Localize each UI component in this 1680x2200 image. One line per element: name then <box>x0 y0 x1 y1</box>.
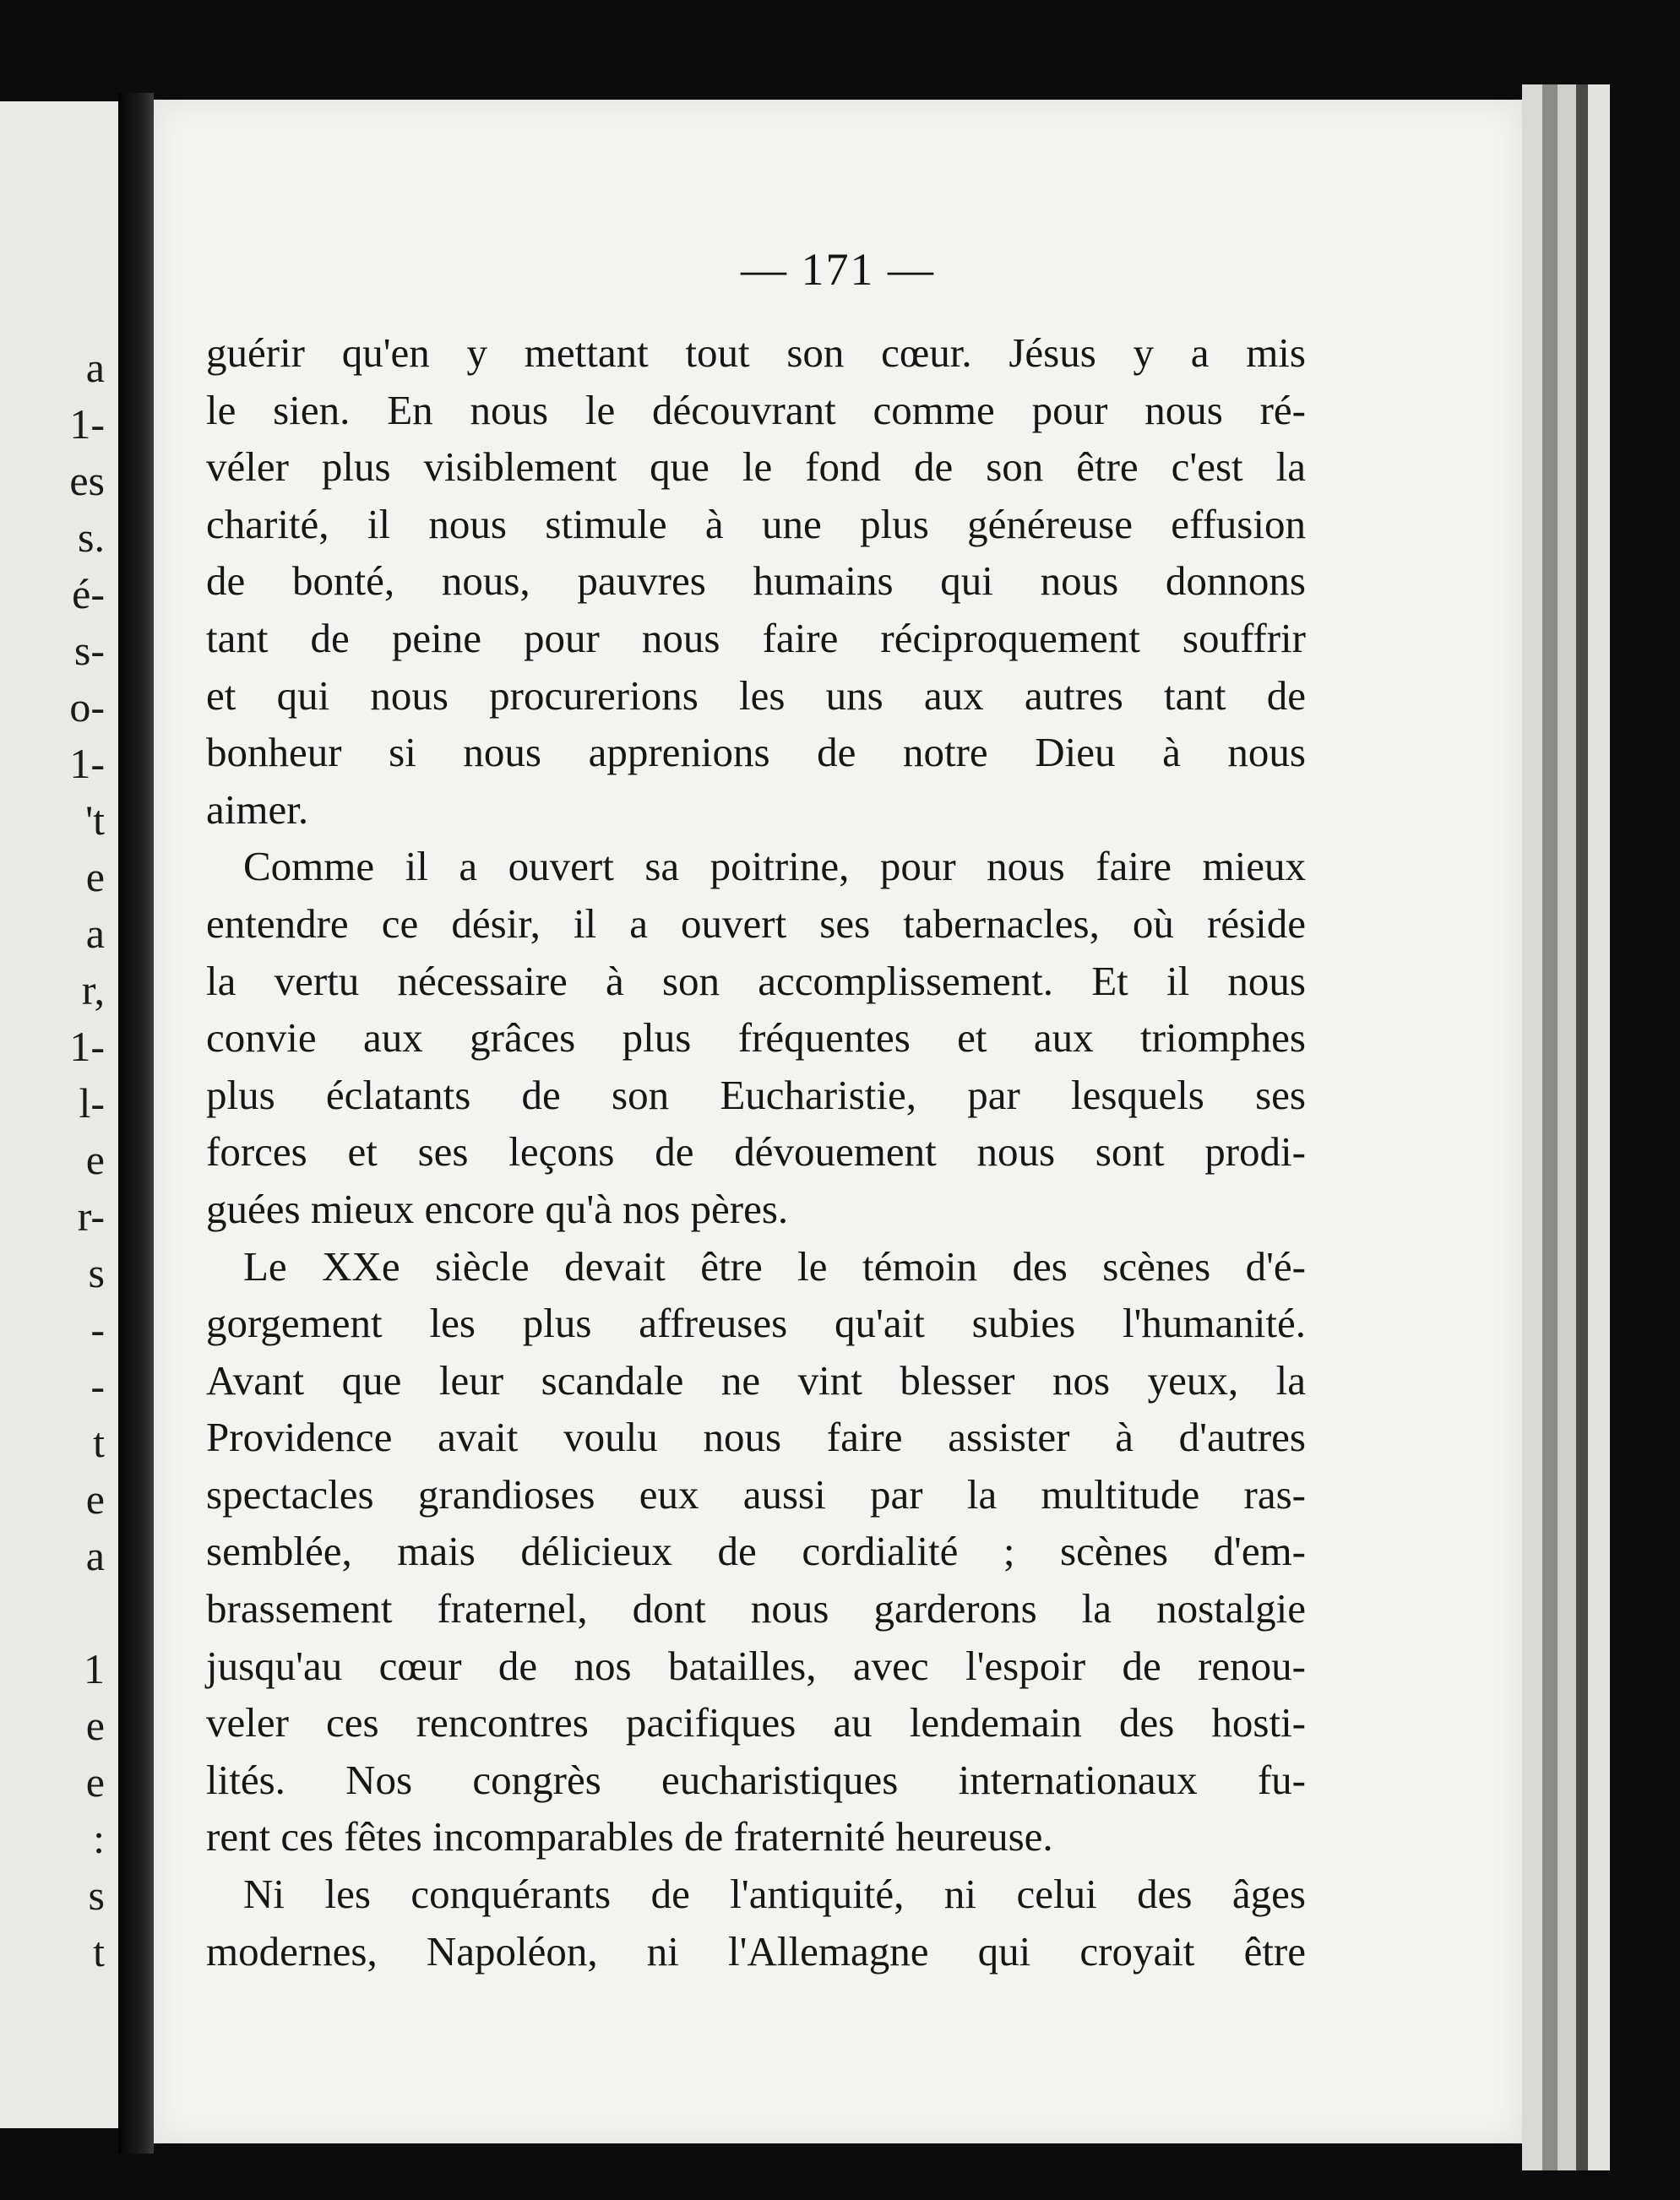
left-page-fragment: a <box>85 1532 105 1579</box>
book-page <box>154 100 1522 2143</box>
text-line: guées mieux encore qu'à nos pères. <box>206 1185 789 1232</box>
left-page-fragment: t <box>93 1419 105 1466</box>
text-line: veler ces rencontres pacifiques au lendemain des hosti- <box>206 1699 1306 1746</box>
left-page-fragment: s. <box>78 513 105 561</box>
page-edge <box>1576 84 1588 2170</box>
left-page-fragment: l- <box>79 1079 105 1127</box>
left-page-fragment: r, <box>81 966 105 1013</box>
left-page-fragment: 't <box>85 796 105 844</box>
text-line: le sien. En nous le découvrant comme pour nous ré- <box>206 386 1306 433</box>
left-page-fragment: - <box>90 1306 105 1353</box>
text-line: tant de peine pour nous faire réciproquement souffrir <box>206 614 1306 661</box>
left-page-fragment: a <box>85 910 105 957</box>
text-line: convie aux grâces plus fréquentes et aux triomphes <box>206 1014 1306 1062</box>
left-page-fragment: e <box>85 853 105 900</box>
text-line: jusqu'au cœur de nos batailles, avec l'espoir de renou- <box>206 1642 1306 1689</box>
text-line: Le XXe siècle devait être le témoin des scènes d'é- <box>243 1242 1306 1290</box>
text-line: aimer. <box>206 785 309 833</box>
text-line: plus éclatants de son Eucharistie, par lesquels ses <box>206 1071 1306 1118</box>
left-page-fragment: 1 <box>84 1645 105 1692</box>
left-page-fragment: s <box>88 1871 105 1919</box>
left-page-fragment: 1- <box>69 400 105 448</box>
left-page-fragment: s <box>88 1249 105 1296</box>
text-line: modernes, Napoléon, ni l'Allemagne qui croyait être <box>206 1927 1306 1975</box>
left-page-fragment: es <box>69 457 105 504</box>
body-text <box>206 324 1306 1980</box>
text-line: brassement fraternel, dont nous garderons la nostalgie <box>206 1585 1306 1632</box>
left-page-fragment: a <box>85 344 105 391</box>
page-edge <box>1558 84 1576 2170</box>
left-page-fragment: - <box>90 1362 105 1410</box>
left-page-fragment: s- <box>73 627 105 674</box>
text-line: Providence avait voulu nous faire assister à d'autres <box>206 1414 1306 1461</box>
text-line: guérir qu'en y mettant tout son cœur. Jésus y a mis <box>206 329 1306 376</box>
book-gutter <box>118 93 154 2154</box>
left-page-fragment: : <box>93 1815 105 1862</box>
left-page-fragment: é- <box>72 570 105 617</box>
text-line: Avant que leur scandale ne vint blesser nos yeux, la <box>206 1356 1306 1404</box>
page-number: — 171 — <box>741 244 935 295</box>
page-edge <box>1588 84 1610 2170</box>
left-page-fragment: t <box>93 1928 105 1975</box>
text-line: de bonté, nous, pauvres humains qui nous donnons <box>206 557 1306 605</box>
text-line: rent ces fêtes incomparables de fraternité heureuse. <box>206 1813 1053 1860</box>
text-line: gorgement les plus affreuses qu'ait subies l'humanité. <box>206 1300 1306 1347</box>
text-line: charité, il nous stimule à une plus généreuse effusion <box>206 500 1306 547</box>
text-line: véler plus visiblement que le fond de son être c'est la <box>206 443 1306 491</box>
text-line: la vertu nécessaire à son accomplissement. Et il nous <box>206 957 1306 1004</box>
page-edge <box>1610 84 1680 2170</box>
text-line: Ni les conquérants de l'antiquité, ni celui des âges <box>243 1871 1306 1918</box>
text-line: Comme il a ouvert sa poitrine, pour nous faire mieux <box>243 843 1306 890</box>
left-page-fragment: e <box>85 1136 105 1183</box>
page-edge <box>1542 84 1558 2170</box>
text-line: bonheur si nous apprenions de notre Dieu à nous <box>206 729 1306 776</box>
left-page-fragment: e <box>85 1475 105 1523</box>
text-line: spectacles grandioses eux aussi par la multitude ras- <box>206 1470 1306 1518</box>
left-page-fragment: 1- <box>69 740 105 787</box>
left-page-fragment: r- <box>77 1192 105 1240</box>
left-page-fragment: e <box>85 1758 105 1806</box>
text-line: lités. Nos congrès eucharistiques internationaux fu- <box>206 1756 1306 1803</box>
text-line: semblée, mais délicieux de cordialité ; scènes d'em- <box>206 1528 1306 1575</box>
text-line: forces et ses leçons de dévouement nous sont prodi- <box>206 1128 1306 1176</box>
text-line: et qui nous procurerions les uns aux autres tant de <box>206 671 1306 719</box>
text-line: entendre ce désir, il a ouvert ses tabernacles, où réside <box>206 899 1306 947</box>
left-page-fragment: o- <box>69 683 105 731</box>
left-page-fragment: 1- <box>69 1023 105 1070</box>
page-edge <box>1522 84 1542 2170</box>
left-facing-page <box>0 101 118 2128</box>
left-page-fragment: e <box>85 1702 105 1749</box>
